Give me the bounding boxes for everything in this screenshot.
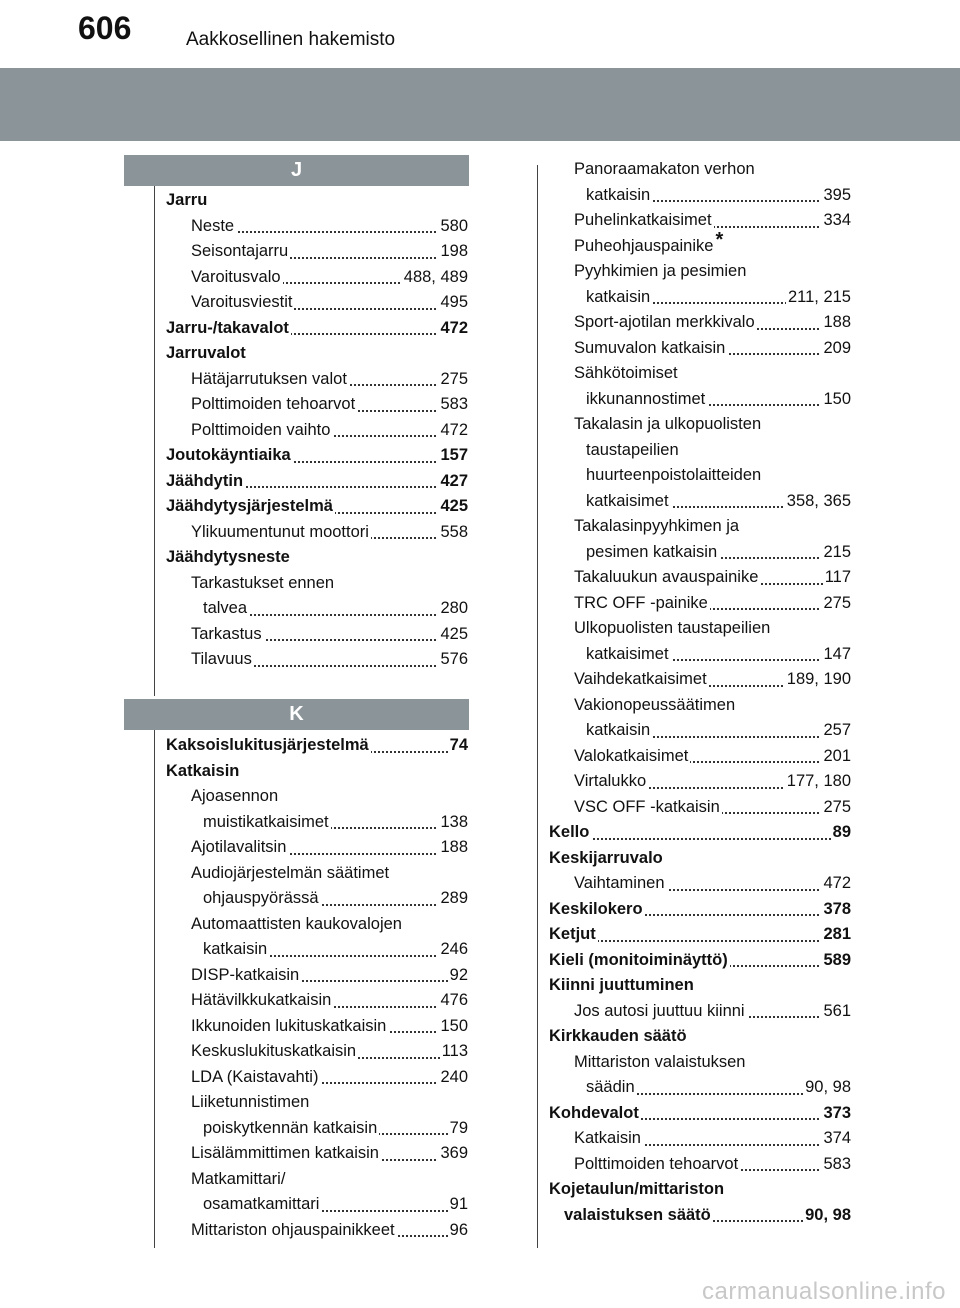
index-entry: [574, 310, 851, 336]
entry-page-ref: 215: [821, 540, 851, 566]
index-entry: [549, 846, 851, 872]
entry-term: Seisontajarru: [191, 239, 290, 265]
entry-page-ref: 576: [438, 647, 468, 673]
entry-page-ref: 150: [821, 387, 851, 413]
index-entry: [574, 769, 851, 795]
entry-term: Vaihdekatkaisimet: [574, 667, 709, 693]
index-entry: [574, 744, 851, 770]
index-entry: [191, 1039, 468, 1065]
entry-page-ref: 425: [438, 622, 468, 648]
index-entry: [549, 1101, 851, 1127]
index-entry: [166, 784, 468, 810]
column-rule: [537, 165, 538, 1248]
index-entry: [191, 835, 468, 861]
index-entry: [203, 1116, 468, 1142]
entry-term: Joutokäyntiaika: [166, 443, 293, 469]
entry-page-ref: 369: [438, 1141, 468, 1167]
index-entry: [166, 1167, 468, 1193]
entry-term: Panoraamakaton verhon: [574, 157, 757, 183]
index-entry: [166, 733, 468, 759]
entry-page-ref: 395: [821, 183, 851, 209]
entry-page-ref: 147: [821, 642, 851, 668]
index-entry: [203, 886, 468, 912]
entry-page-ref: 472: [821, 871, 851, 897]
entry-page-ref: 358, 365: [785, 489, 851, 515]
entry-page-ref: 476: [438, 988, 468, 1014]
index-entry: [549, 973, 851, 999]
index-entry: Puheohjauspainike *: [549, 234, 851, 260]
index-entry: [549, 463, 851, 489]
index-entry: [191, 214, 468, 240]
entry-page-ref: 472: [438, 316, 468, 342]
entry-term: Automaattisten kaukovalojen: [191, 912, 404, 938]
index-entry: [574, 871, 851, 897]
entry-term: Ajotilavalitsin: [191, 835, 288, 861]
entry-page-ref: 188: [438, 835, 468, 861]
index-entry: [574, 208, 851, 234]
entry-page-ref: 378: [821, 897, 851, 923]
entry-term: Neste: [191, 214, 236, 240]
entry-page-ref: 188: [821, 310, 851, 336]
entry-page-ref: 275: [821, 795, 851, 821]
index-entry: [549, 693, 851, 719]
index-entry: [586, 1075, 851, 1101]
index-entry: [191, 963, 468, 989]
entry-page-ref: 189, 190: [785, 667, 851, 693]
index-entry: [586, 540, 851, 566]
entry-term: Kojetaulun/mittariston: [549, 1177, 726, 1203]
index-entry: [191, 622, 468, 648]
entry-page-ref: 561: [821, 999, 851, 1025]
entry-page-ref: 96: [448, 1218, 468, 1244]
entry-page-ref: 280: [438, 596, 468, 622]
entry-term: Jäähdytysjärjestelmä: [166, 494, 335, 520]
entry-page-ref: 90, 98: [803, 1075, 851, 1101]
entry-page-ref: 427: [438, 469, 468, 495]
entry-term: Jäähdytysneste: [166, 545, 292, 571]
entry-term: katkaisin: [203, 937, 269, 963]
entry-term: katkaisin: [586, 718, 652, 744]
index-entry: [191, 265, 468, 291]
entry-term: taustapeilien: [586, 438, 681, 464]
entry-page-ref: 74: [448, 733, 468, 759]
index-entry: [191, 290, 468, 316]
section-letter-j: J: [124, 155, 469, 186]
entry-term: Pyyhkimien ja pesimien: [574, 259, 748, 285]
index-entry: [586, 183, 851, 209]
entry-term: Virtalukko: [574, 769, 648, 795]
entry-term: Vakionopeussäätimen: [574, 693, 737, 719]
entry-term: Ylikuumentunut moottori: [191, 520, 371, 546]
index-entry: [549, 1177, 851, 1203]
entry-page-ref: 495: [438, 290, 468, 316]
entry-page-ref: 583: [438, 392, 468, 418]
entry-term: Jarruvalot: [166, 341, 248, 367]
entry-term: poiskytkennän katkaisin: [203, 1116, 379, 1142]
entry-term: Varoitusvalo: [191, 265, 283, 291]
entry-term: katkaisin: [586, 285, 652, 311]
entry-term: Keskilokero: [549, 897, 645, 923]
index-entry: [191, 1141, 468, 1167]
entry-term: Ajoasennon: [191, 784, 280, 810]
index-entry: [549, 820, 851, 846]
index-entry: [574, 591, 851, 617]
index-entry: [586, 718, 851, 744]
entry-page-ref: 589: [821, 948, 851, 974]
entry-term: Jos autosi juuttuu kiinni: [574, 999, 747, 1025]
entry-term: Jäähdytin: [166, 469, 245, 495]
entry-page-ref: 281: [821, 922, 851, 948]
index-entry: [166, 188, 468, 214]
index-entry: [203, 1192, 468, 1218]
column-rule: [154, 186, 155, 696]
index-entry: [549, 1024, 851, 1050]
entry-term: osamatkamittari: [203, 1192, 321, 1218]
entry-page-ref: 488, 489: [402, 265, 468, 291]
header-band: [0, 68, 960, 141]
entry-term: Polttimoiden tehoarvot: [191, 392, 357, 418]
index-entry: [191, 392, 468, 418]
entry-page-ref: 91: [448, 1192, 468, 1218]
entry-term: Vaihtaminen: [574, 871, 667, 897]
entry-term: DISP-katkaisin: [191, 963, 301, 989]
index-list-k: [166, 733, 468, 1243]
index-entry: [549, 897, 851, 923]
entry-page-ref: 157: [438, 443, 468, 469]
index-entry: [549, 259, 851, 285]
index-entry: [191, 1014, 468, 1040]
index-entry: [586, 387, 851, 413]
entry-page-ref: 138: [438, 810, 468, 836]
index-entry: [166, 316, 468, 342]
index-entry: [166, 443, 468, 469]
index-entry: [166, 571, 468, 597]
entry-term: LDA (Kaistavahti): [191, 1065, 320, 1091]
index-entry: [549, 1050, 851, 1076]
entry-page-ref: 275: [438, 367, 468, 393]
index-entry: [574, 667, 851, 693]
index-entry: [586, 642, 851, 668]
index-entry: [166, 759, 468, 785]
entry-term: Valokatkaisimet: [574, 744, 690, 770]
entry-page-ref: 580: [438, 214, 468, 240]
index-entry: [191, 1218, 468, 1244]
entry-term: Tilavuus: [191, 647, 254, 673]
entry-term: Hätäjarrutuksen valot: [191, 367, 349, 393]
entry-term: Puheohjauspainike: [574, 234, 715, 260]
index-entry: [549, 157, 851, 183]
index-entry: [549, 922, 851, 948]
entry-term: Lisälämmittimen katkaisin: [191, 1141, 381, 1167]
index-entry: [191, 1065, 468, 1091]
index-entry: [166, 494, 468, 520]
entry-term: Jarru-/takavalot: [166, 316, 291, 342]
index-entry: [574, 336, 851, 362]
entry-term: Kieli (monitoiminäyttö): [549, 948, 730, 974]
watermark: carmanualsonline.info: [702, 1278, 946, 1305]
entry-term: valaistuksen säätö: [564, 1203, 713, 1229]
entry-term: Mittariston ohjauspainikkeet: [191, 1218, 397, 1244]
entry-page-ref: 150: [438, 1014, 468, 1040]
entry-term: Kaksoislukitusjärjestelmä: [166, 733, 371, 759]
entry-term: pesimen katkaisin: [586, 540, 719, 566]
index-entry: [574, 1126, 851, 1152]
column-rule: [154, 730, 155, 1248]
entry-term: TRC OFF -painike: [574, 591, 710, 617]
entry-term: Ulkopuolisten taustapeilien: [574, 616, 772, 642]
entry-page-ref: 90, 98: [803, 1203, 851, 1229]
entry-term: Ikkunoiden lukituskatkaisin: [191, 1014, 388, 1040]
index-entry: [191, 520, 468, 546]
entry-term: Varoitusviestit: [191, 290, 294, 316]
index-entry: [549, 616, 851, 642]
entry-term: Kello: [549, 820, 591, 846]
entry-term: Keskijarruvalo: [549, 846, 665, 872]
index-entry: [564, 1203, 851, 1229]
entry-page-ref: 89: [831, 820, 851, 846]
entry-term: Takalasin ja ulkopuolisten: [574, 412, 763, 438]
entry-term: katkaisin: [586, 183, 652, 209]
entry-page-ref: 425: [438, 494, 468, 520]
entry-page-ref: 211, 215: [786, 285, 851, 311]
entry-term: katkaisimet: [586, 642, 671, 668]
entry-page-ref: 558: [438, 520, 468, 546]
index-entry: [203, 810, 468, 836]
entry-term: Kohdevalot: [549, 1101, 641, 1127]
index-entry: [574, 795, 851, 821]
entry-term: Matkamittari/: [191, 1167, 287, 1193]
entry-term: Tarkastukset ennen: [191, 571, 336, 597]
entry-page-ref: 209: [821, 336, 851, 362]
page-number: 606: [78, 10, 132, 46]
index-list-j: [166, 188, 468, 673]
index-entry: [549, 514, 851, 540]
entry-term: Audiojärjestelmän säätimet: [191, 861, 391, 887]
entry-term: katkaisimet: [586, 489, 671, 515]
index-entry: [191, 647, 468, 673]
entry-term: Sähkötoimiset: [574, 361, 680, 387]
entry-page-ref: 201: [821, 744, 851, 770]
entry-term: Polttimoiden vaihto: [191, 418, 332, 444]
entry-term: Puhelinkatkaisimet: [574, 208, 714, 234]
page-title: Aakkosellinen hakemisto: [186, 29, 396, 50]
entry-term: säädin: [586, 1075, 637, 1101]
index-entry: [166, 545, 468, 571]
index-entry: [574, 1152, 851, 1178]
index-entry: [549, 412, 851, 438]
entry-page-ref: 583: [821, 1152, 851, 1178]
entry-page-ref: 275: [821, 591, 851, 617]
entry-term: Kiinni juuttuminen: [549, 973, 696, 999]
entry-term: ikkunannostimet: [586, 387, 707, 413]
entry-term: Takalasinpyyhkimen ja: [574, 514, 741, 540]
entry-term: huurteenpoistolaitteiden: [586, 463, 763, 489]
entry-term: Hätävilkkukatkaisin: [191, 988, 333, 1014]
index-entry: [586, 489, 851, 515]
entry-term: Tarkastus: [191, 622, 264, 648]
entry-term: Jarru: [166, 188, 209, 214]
index-entry: [166, 469, 468, 495]
entry-page-ref: 374: [821, 1126, 851, 1152]
entry-page-ref: 334: [821, 208, 851, 234]
entry-page-ref: 246: [438, 937, 468, 963]
entry-page-ref: 240: [438, 1065, 468, 1091]
index-entry: [166, 1090, 468, 1116]
entry-page-ref: 113: [440, 1039, 468, 1065]
index-entry: [191, 239, 468, 265]
entry-term: VSC OFF -katkaisin: [574, 795, 722, 821]
entry-term: Polttimoiden tehoarvot: [574, 1152, 740, 1178]
index-entry: [574, 999, 851, 1025]
index-list-right: [549, 157, 851, 1228]
entry-term: ohjauspyörässä: [203, 886, 321, 912]
entry-term: Takaluukun avauspainike: [574, 565, 760, 591]
index-entry: [166, 341, 468, 367]
entry-term: Keskuslukituskatkaisin: [191, 1039, 358, 1065]
entry-page-ref: 472: [438, 418, 468, 444]
entry-page-ref: 79: [448, 1116, 468, 1142]
entry-term: muistikatkaisimet: [203, 810, 331, 836]
entry-term: Mittariston valaistuksen: [574, 1050, 748, 1076]
index-entry: [203, 596, 468, 622]
index-entry: [549, 438, 851, 464]
entry-page-ref: 177, 180: [785, 769, 851, 795]
entry-page-ref: 289: [438, 886, 468, 912]
index-entry: [191, 988, 468, 1014]
index-entry: [549, 361, 851, 387]
entry-term: Kirkkauden säätö: [549, 1024, 689, 1050]
entry-term: talvea: [203, 596, 249, 622]
entry-page-ref: 373: [821, 1101, 851, 1127]
index-entry: [166, 861, 468, 887]
entry-page-ref: 117: [823, 565, 851, 591]
index-entry: [203, 937, 468, 963]
entry-page-ref: 198: [438, 239, 468, 265]
entry-term: Katkaisin: [166, 759, 241, 785]
index-entry: [586, 285, 851, 311]
index-entry: [191, 367, 468, 393]
entry-term: Ketjut: [549, 922, 598, 948]
entry-term: Katkaisin: [574, 1126, 643, 1152]
entry-page-ref: 92: [448, 963, 468, 989]
entry-term: Sumuvalon katkaisin: [574, 336, 727, 362]
entry-page-ref: 257: [821, 718, 851, 744]
entry-term: Liiketunnistimen: [191, 1090, 311, 1116]
section-letter-k: K: [124, 699, 469, 730]
index-entry: [549, 948, 851, 974]
index-entry: [191, 418, 468, 444]
index-entry: [574, 565, 851, 591]
entry-term: Sport-ajotilan merkkivalo: [574, 310, 757, 336]
index-entry: [166, 912, 468, 938]
